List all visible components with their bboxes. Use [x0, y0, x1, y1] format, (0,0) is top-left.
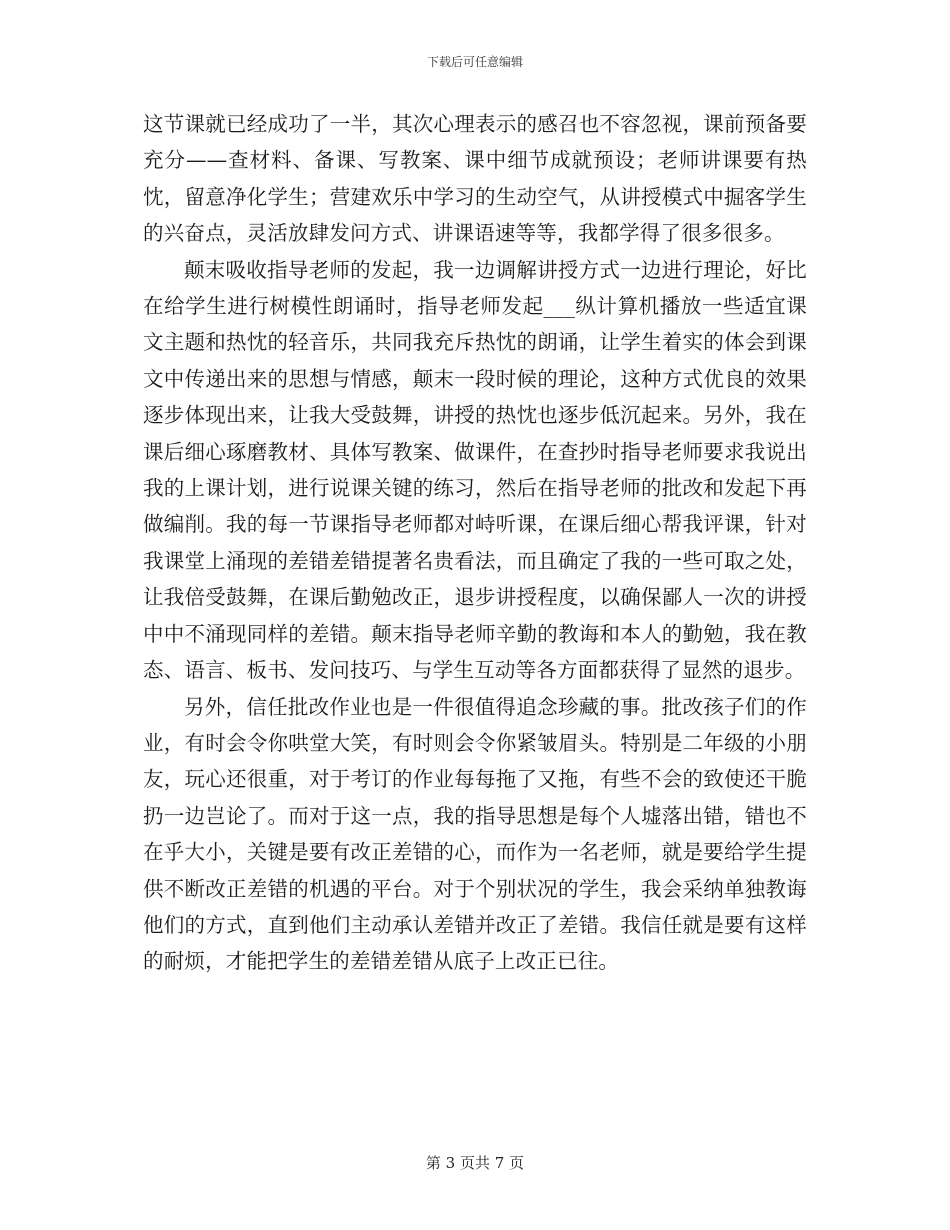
- document-body: [143, 106, 807, 980]
- page-number-footer: 第 3 页共 7 页: [425, 1154, 525, 1172]
- paragraph-homework: 另外，信任批改作业也是一件很值得追念珍藏的事。批改孩子们的作业，有时会令你哄堂大笑，有时则会令你紧皱眉头。特别是二年级的小朋友，玩心还很重，对于考订的作业每每拖了又拖，有些不会的致使还干脆扔一边岂论了。而对于这一点，我的指导思想是每个人墟落出错，错也不在乎大小，关键是要有改正差错的心，而作为一名老师，就是要给学生提供不断改正差错的机遇的平台。对于个别状况的学生，我会采纳单独教诲他们的方式，直到他们主动承认差错并改正了差错。我信任就是要有这样的耐烦，才能把学生的差错差错从底子上改正已往。: [143, 694, 807, 974]
- paragraph-guidance: 颠末吸收指导老师的发起，我一边调解讲授方式一边进行理论，好比在给学生进行树模性朗诵时，指导老师发起___纵计算机播放一些适宜课文主题和热忱的轻音乐，共同我充斥热忱的朗诵，让学生着实的体会到课文中传递出来的思想与情感，颠末一段时候的理论，这种方式优良的效果逐步体现出来，让我大受鼓舞，讲授的热忱也逐步低沉起来。另外，我在课后细心琢磨教材、具体写教案、做课件，在查抄时指导老师要求我说出我的上课计划，进行说课关键的练习，然后在指导老师的批改和发起下再做编削。我的每一节课指导老师都对峙听课，在课后细心帮我评课，针对我课堂上涌现的差错差错提著名贵看法，而且确定了我的一些可取之处，让我倍受鼓舞，在课后勤勉改正，退步讲授程度，以确保鄙人一次的讲授中中不涌现同样的差错。颠末指导老师辛勤的教诲和本人的勤勉，我在教态、语言、板书、发问技巧、与学生互动等各方面都获得了显然的退步。: [143, 257, 807, 683]
- paragraph-continued: 这节课就已经成功了一半，其次心理表示的感召也不容忽视，课前预备要充分——查材料、备课、写教案、课中细节成就预设；老师讲课要有热忱，留意净化学生；营建欢乐中学习的生动空气，从讲授模式中掘客学生的兴奋点，灵活放肆发问方式、讲课语速等等，我都学得了很多很多。: [143, 112, 807, 246]
- page-header: 下载后可任意编辑: [426, 55, 523, 69]
